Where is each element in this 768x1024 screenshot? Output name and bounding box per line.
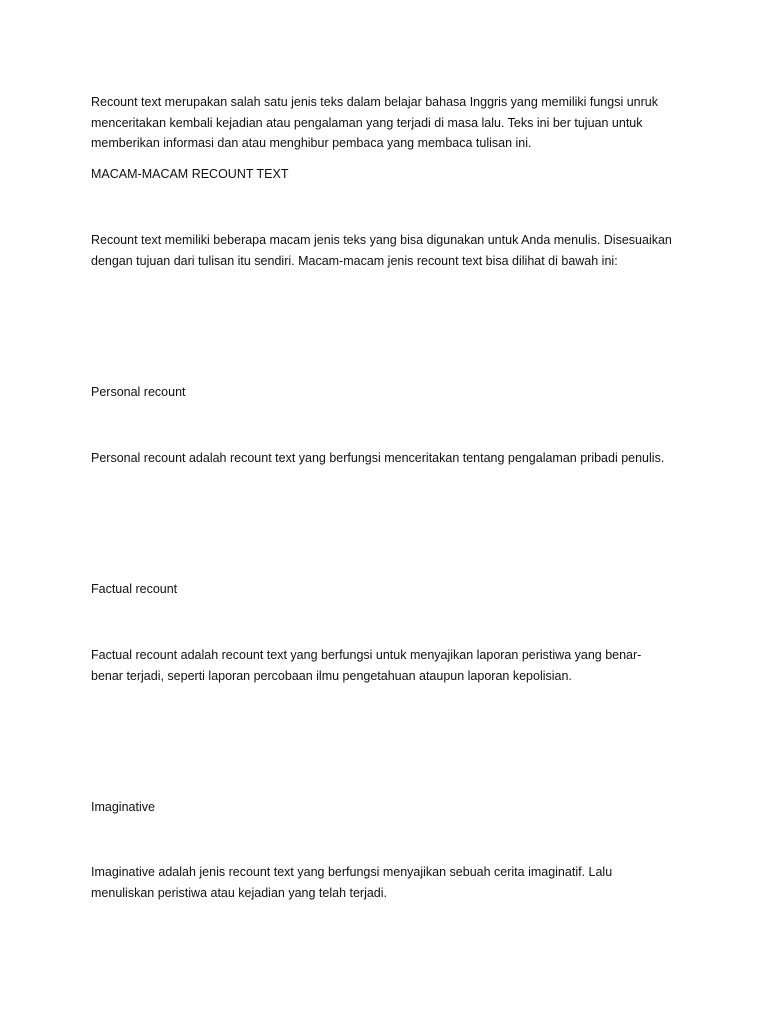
text-line: memberikan informasi dan atau menghibur pembaca yang membaca tulisan ini. bbox=[91, 136, 532, 150]
intro-paragraph bbox=[91, 92, 676, 154]
section-intro-paragraph bbox=[91, 230, 676, 271]
factual-recount-paragraph bbox=[91, 645, 676, 686]
heading-text: Factual recount bbox=[91, 582, 178, 596]
factual-recount-heading bbox=[91, 579, 676, 600]
text-line: Imaginative adalah jenis recount text yang berfungsi menyajikan sebuah cerita imaginatif. Lalu bbox=[91, 865, 613, 879]
section-heading bbox=[91, 164, 676, 185]
section-heading-text: MACAM-MACAM RECOUNT TEXT bbox=[91, 167, 289, 181]
text-line: Personal recount adalah recount text yang berfungsi menceritakan tentang pengalaman pribadi penulis. bbox=[91, 451, 665, 465]
text-line: dengan tujuan dari tulisan itu sendiri. Macam-macam jenis recount text bisa dilihat di bawah ini: bbox=[91, 253, 618, 268]
text-line: Factual recount adalah recount text yang berfungsi untuk menyajikan laporan peristiwa yang benar- bbox=[91, 648, 642, 662]
text-line: Recount text memiliki beberapa macam jenis teks yang bisa digunakan untuk Anda menulis. Disesuaikan bbox=[91, 233, 672, 247]
text-line: menceritakan kembali kejadian atau pengalaman yang terjadi di masa lalu. Teks ini ber tujuan untuk bbox=[91, 115, 643, 130]
heading-text: Imaginative bbox=[91, 800, 155, 814]
text-line: Recount text merupakan salah satu jenis teks dalam belajar bahasa Inggris yang memiliki fungsi unruk bbox=[91, 95, 658, 109]
text-line: benar terjadi, seperti laporan percobaan ilmu pengetahuan ataupun laporan kepolisian. bbox=[91, 668, 572, 683]
heading-text: Personal recount bbox=[91, 385, 186, 399]
imaginative-paragraph bbox=[91, 862, 676, 903]
personal-recount-paragraph bbox=[91, 448, 676, 469]
personal-recount-heading bbox=[91, 382, 676, 403]
imaginative-heading bbox=[91, 797, 676, 818]
text-line: menuliskan peristiwa atau kejadian yang telah terjadi. bbox=[91, 885, 388, 900]
